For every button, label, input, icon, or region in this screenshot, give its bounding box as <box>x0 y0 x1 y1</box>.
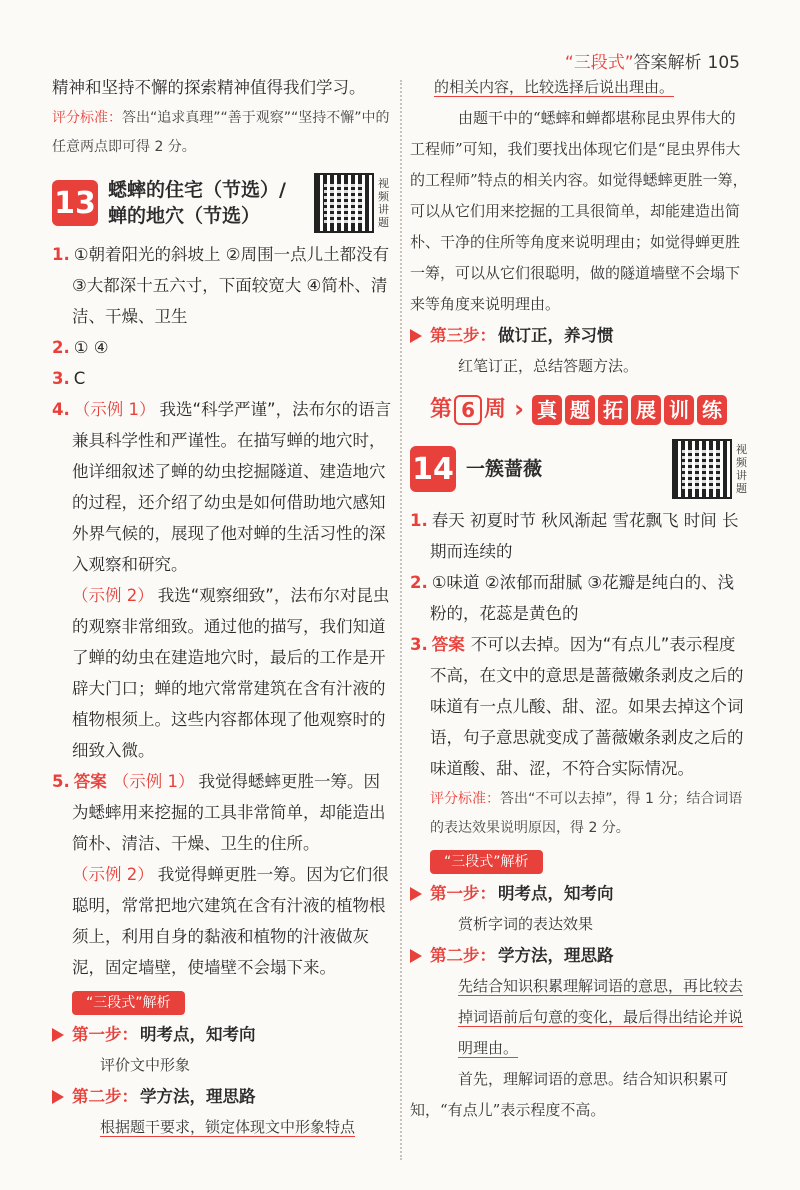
qr-code-icon[interactable] <box>314 173 374 233</box>
right-column <box>410 72 750 1126</box>
score-standard <box>410 784 750 842</box>
question-number: 3. <box>410 635 428 654</box>
question-number: 1. <box>52 245 70 264</box>
score-label: 评分标准： <box>52 110 122 126</box>
score-standard-0 <box>52 103 392 161</box>
banner-char: 拓 <box>598 395 628 425</box>
step-title: 明考点，知考向 <box>140 1025 256 1044</box>
qr-code-icon[interactable] <box>672 439 732 499</box>
question-3 <box>52 363 392 394</box>
step-label: 第一步： <box>72 1025 138 1044</box>
question-1 <box>52 239 392 332</box>
question-2 <box>410 567 750 629</box>
example-label: （示例 1） <box>73 400 156 419</box>
step-label: 第二步： <box>430 946 496 965</box>
question-4-example-1 <box>52 394 392 580</box>
example-label: （示例 2） <box>72 586 154 605</box>
qr-label: 视频讲题 <box>378 177 389 229</box>
step-label: 第二步： <box>72 1087 138 1106</box>
arrow-icon <box>52 1028 64 1042</box>
step-1-text: 赏析字词的表达效果 <box>458 915 594 933</box>
step-1 <box>52 1019 392 1050</box>
lesson-title: 一簇蔷薇 <box>466 458 543 480</box>
answer-text: ①朝着阳光的斜坡上 ②周围一点儿土都没有 ③大都深十五六寸，下面较宽大 ④简朴、清洁、干燥、卫生 <box>72 245 390 326</box>
arrow-icon <box>410 329 422 343</box>
three-step-tag: “三段式”解析 <box>72 991 185 1015</box>
step-2-underlined: 先结合知识积累理解词语的意思，再比较去掉词语前后句意的变化，最后得出结论并说明理由。 <box>458 977 744 1057</box>
header-title: 答案解析 <box>633 53 702 73</box>
lesson-14-header <box>410 439 750 499</box>
week-number: 6 <box>454 395 482 425</box>
question-3 <box>410 629 750 784</box>
answer-text: 我觉得蝉更胜一筹。因为它们很聪明，常常把地穴建筑在含有汁液的植物根须上，利用自身的黏液和植物的汁液做灰泥，固定墙壁，使墙壁不会塌下来。 <box>72 865 389 977</box>
continued-underlined: 的相关内容，比较选择后说出理由。 <box>434 78 675 96</box>
arrow-icon <box>410 887 422 901</box>
step-3-text: 红笔订正，总结答题方法。 <box>458 357 639 375</box>
week-pre: 第 <box>430 397 453 422</box>
example-label: （示例 1） <box>112 772 195 791</box>
step-2-text <box>52 1112 392 1143</box>
answer-label: 答案 <box>431 635 465 654</box>
step-title: 明考点，知考向 <box>498 884 614 903</box>
banner-char: 展 <box>631 395 661 425</box>
step-title: 做订正，养习惯 <box>498 326 614 345</box>
step-2-text <box>410 971 750 1064</box>
left-column <box>52 72 392 1143</box>
question-number: 3. <box>52 369 70 388</box>
step-3 <box>410 320 750 351</box>
arrow-icon <box>52 1090 64 1104</box>
question-2 <box>52 332 392 363</box>
question-1 <box>410 505 750 567</box>
banner-char: 真 <box>532 395 562 425</box>
column-divider <box>400 80 402 1160</box>
step-title: 学方法，理思路 <box>498 946 614 965</box>
question-number: 2. <box>410 573 428 592</box>
banner-char: 题 <box>565 395 595 425</box>
series-name: “三段式” <box>564 53 634 73</box>
chevron-right-icon: › <box>514 395 524 423</box>
continued-line <box>410 72 750 103</box>
step-1 <box>410 878 750 909</box>
step-2-underlined: 根据题干要求，锁定体现文中形象特点 <box>100 1118 356 1136</box>
final-paragraph: 首先，理解词语的意思。结合知识积累可知，“有点儿”表示程度不高。 <box>410 1070 729 1119</box>
question-5-example-2 <box>52 859 392 983</box>
step-label: 第一步： <box>430 884 496 903</box>
step-2 <box>410 940 750 971</box>
page-header <box>565 48 740 73</box>
score-label: 评分标准： <box>430 791 500 807</box>
analysis-paragraph: 由题干中的“蟋蟀和蝉都堪称昆虫界伟大的工程师”可知，我们要找出体现它们是“昆虫界伟大的工程师”特点的相关内容。如觉得蟋蟀更胜一筹，可以从它们用来挖掘的工具很简单，却能建造出简朴、干净的住所等角度来说明理由；如觉得蝉更胜一筹，可以从它们很聪明，做的隧道墙壁不会塌下来等角度来说明理由。 <box>410 109 748 313</box>
lesson-13-header <box>52 173 392 233</box>
banner-char: 训 <box>664 395 694 425</box>
banner-char: 练 <box>697 395 727 425</box>
answer-text: ①味道 ②浓郁而甜腻 ③花瓣是纯白的、浅粉的，花蕊是黄色的 <box>430 573 735 623</box>
answer-text: 不可以去掉。因为“有点儿”表示程度不高，在文中的意思是蔷薇嫩条剥皮之后的味道有一点儿酸、甜、涩。如果去掉这个词语，句子意思就变成了蔷薇嫩条剥皮之后的味道酸、甜、涩，不符合实际情况。 <box>430 635 744 778</box>
answer-label: 答案 <box>73 772 107 791</box>
week-banner <box>410 394 750 425</box>
step-title: 学方法，理思路 <box>140 1087 256 1106</box>
question-4-example-2 <box>52 580 392 766</box>
three-step-tag: “三段式”解析 <box>430 850 543 874</box>
step-label: 第三步： <box>430 326 496 345</box>
score-text: 答出“不可以去掉”，得 1 分；结合词语的表达效果说明原因，得 2 分。 <box>430 791 743 836</box>
answer-text: 我选“科学严谨”，法布尔的语言兼具科学性和严谨性。在描写蝉的地穴时，他详细叙述了蝉的幼虫挖掘隧道、建造地穴的过程，还介绍了幼虫是如何借助地穴感知外界气候的，展现了他对蝉的生活习性的深入观察和研究。 <box>72 400 392 574</box>
qr-label: 视频讲题 <box>736 443 747 495</box>
question-number: 5. <box>52 772 70 791</box>
answer-text: 我选“观察细致”，法布尔对昆虫的观察非常细致。通过他的描写，我们知道了蝉的幼虫在建造地穴时，最后的工作是开辟大门口；蝉的地穴常常建筑在含有汁液的植物根须上。这些内容都体现了他观察时的细致入微。 <box>72 586 390 760</box>
answer-text: C <box>73 369 86 388</box>
score-text: 答出“追求真理”“善于观察”“坚持不懈”中的任意两点即可得 2 分。 <box>52 110 390 155</box>
lesson-title-line2: 蝉的地穴（节选） <box>108 205 261 227</box>
lesson-title <box>108 177 286 229</box>
arrow-icon <box>410 949 422 963</box>
example-label: （示例 2） <box>72 865 154 884</box>
question-5-example-1 <box>52 766 392 859</box>
intro-line: 精神和坚持不懈的探索精神值得我们学习。 <box>52 78 366 97</box>
lesson-number: 13 <box>52 180 98 226</box>
question-number: 1. <box>410 511 428 530</box>
answer-text: 我觉得蟋蟀更胜一筹。因为蟋蟀用来挖掘的工具非常简单，却能造出简朴、清洁、干燥、卫生的住所。 <box>72 772 386 853</box>
week-post: 周 <box>484 397 507 422</box>
step-1-text: 评价文中形象 <box>100 1056 191 1074</box>
lesson-number: 14 <box>410 446 456 492</box>
answer-text: ① ④ <box>73 338 109 357</box>
question-number: 2. <box>52 338 70 357</box>
question-number: 4. <box>52 400 70 419</box>
page-number: 105 <box>707 53 740 73</box>
lesson-title-line1: 蟋蟀的住宅（节选）/ <box>108 179 286 201</box>
step-2 <box>52 1081 392 1112</box>
answer-text: 春天 初夏时节 秋风渐起 雪花飘飞 时间 长期而连续的 <box>430 511 739 561</box>
